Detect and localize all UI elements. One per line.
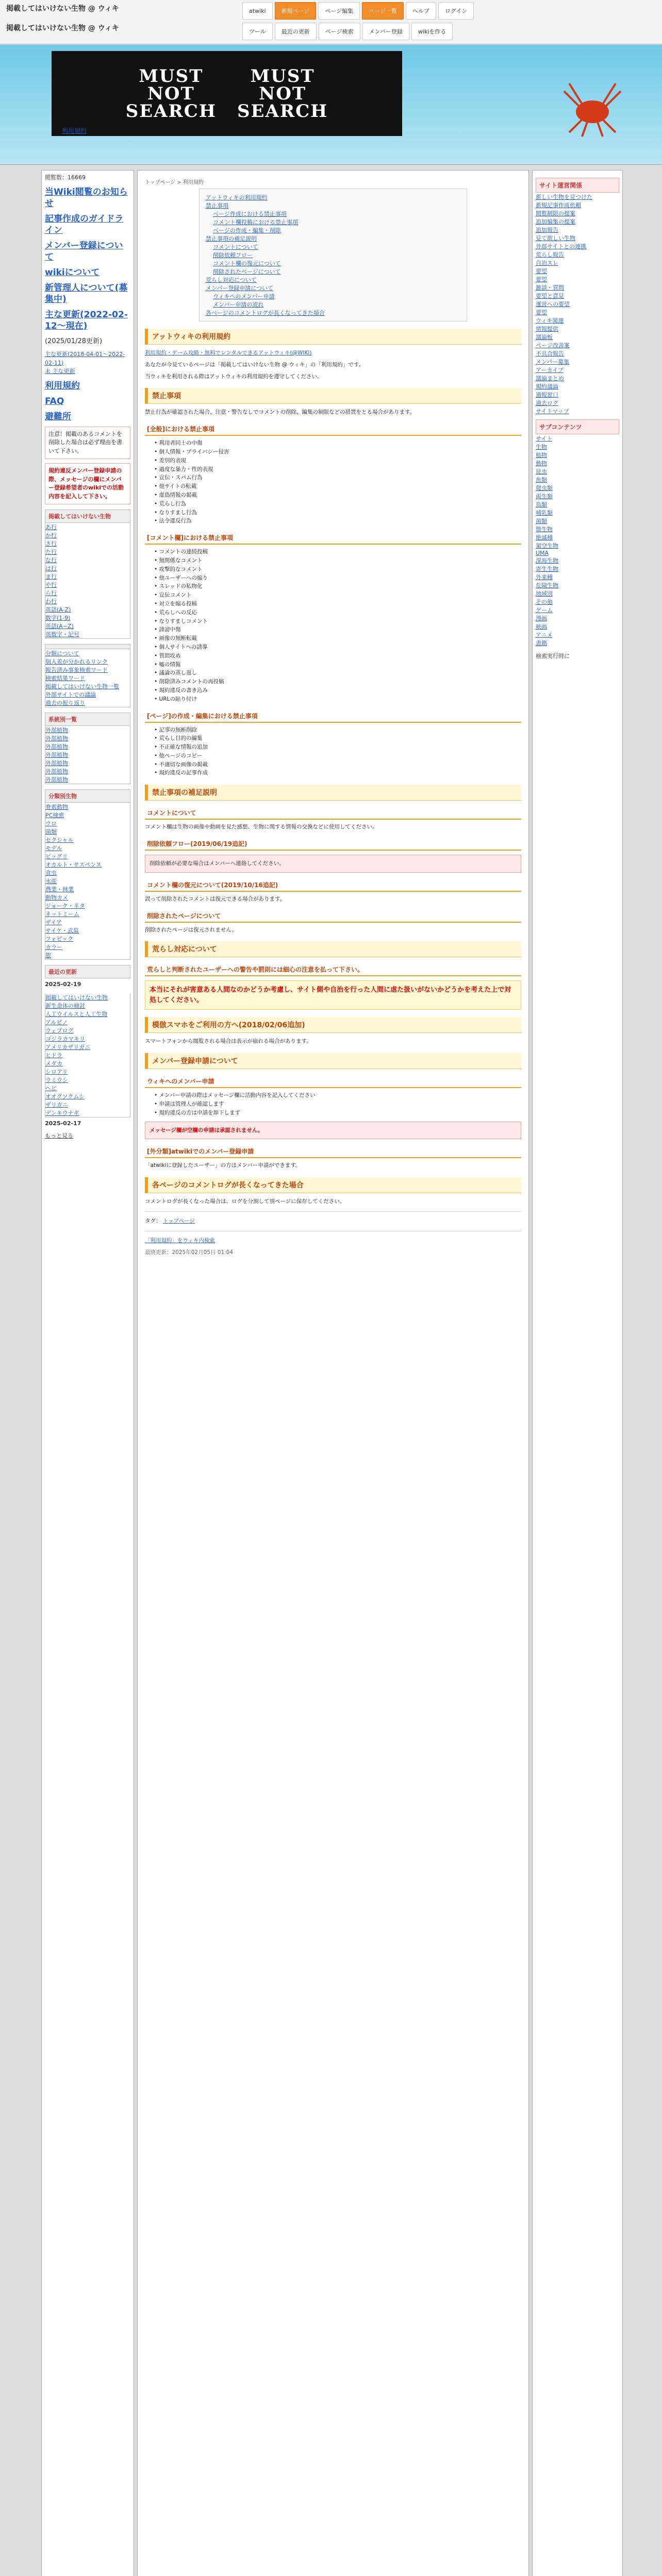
site-logo[interactable]	[52, 51, 402, 136]
right-sidebar	[532, 170, 623, 2576]
search-in-wiki-link[interactable]: 「利用規約」をウィキ内検索	[145, 1237, 215, 1244]
nav-guideline[interactable]: 記事作成のガイドライン	[45, 213, 124, 235]
kana-index-heading: 掲載してはいけない生物	[45, 510, 130, 523]
sub-content-heading: サブコンテンツ	[536, 419, 619, 434]
prohibited-general-list	[145, 439, 521, 526]
sub-content-item[interactable]: 深海生物	[536, 557, 558, 564]
list-item: • 荒らし行為	[154, 500, 521, 509]
toc-item[interactable]: 禁止事項	[206, 202, 228, 209]
sub-content-item[interactable]: 鳥類	[536, 501, 547, 508]
toolbar-row2	[242, 23, 453, 40]
nav-refuge[interactable]: 避難所	[45, 411, 71, 422]
kana-index-item[interactable]: 英語(A~Z)	[45, 623, 74, 630]
toolbar-btn-page-list[interactable]: ページ一覧	[362, 2, 404, 20]
toolbar-btn-search[interactable]: ページ検索	[319, 23, 360, 40]
list-item: • 利用者同士の中傷	[154, 439, 521, 448]
toc-item[interactable]: メンバー登録申請について	[206, 285, 274, 292]
toolbar-btn-recent[interactable]: 最近の更新	[275, 23, 317, 40]
member-red-notice: メッセージ欄が空欄の申請は承認されません。	[145, 1122, 521, 1140]
site-ops-list	[536, 193, 619, 415]
kana-index-item[interactable]: ら行	[45, 590, 57, 597]
list-item: • 画像の無断転載	[154, 634, 521, 643]
sub-links-list	[45, 649, 130, 707]
list-item: • 宣伝コメント	[154, 591, 521, 600]
site-ops-heading: サイト運営関係	[536, 178, 619, 193]
kana-index-item[interactable]: か行	[45, 532, 57, 539]
nav-new-admin[interactable]: 新管理人について(募集中)	[45, 283, 128, 305]
classification-item[interactable]: カラー	[45, 944, 62, 951]
list-item: • コメントの連続投稿	[154, 548, 521, 556]
small-links	[45, 350, 130, 376]
nav-member[interactable]: メンバー登録について	[45, 240, 123, 262]
nav-about-wiki[interactable]: wikiについて	[45, 267, 100, 278]
list-item: • 対立を煽る投稿	[154, 600, 521, 608]
restore-paragraph: 誤って削除されたコメントは復元できる場合があります。	[145, 895, 286, 902]
recent-update-item[interactable]: アルビノ	[45, 1019, 68, 1026]
classification-item[interactable]: 動物カメ	[45, 894, 68, 902]
site-ops-item[interactable]: 要望	[536, 276, 547, 283]
sub-content-item[interactable]: 動物	[536, 460, 547, 467]
category-item[interactable]: 外部植物	[45, 776, 68, 784]
classification-item[interactable]: 農業・林業	[45, 886, 74, 893]
classification-list	[45, 803, 130, 960]
recent-update-item[interactable]: ウェブログ	[45, 1027, 74, 1034]
recent-updates-heading: 最近の更新	[45, 965, 130, 978]
toc-item[interactable]: 荒らし対応について	[206, 277, 257, 283]
tags-label: タグ：	[145, 1218, 161, 1225]
list-item: • 質問攻め	[154, 652, 521, 660]
toolbar-btn-edit[interactable]: ページ編集	[318, 2, 360, 20]
section-troll-title: 荒らし対応について	[145, 941, 521, 957]
delete-flow-heading: 削除依頼フロー(2019/06/19追記)	[145, 838, 521, 851]
list-item: • 無関係なコメント	[154, 556, 521, 565]
member-apply-heading: ウィキへのメンバー申請	[145, 1075, 521, 1088]
troll-warning-heading: 荒らしと判断されたユーザーへの警告や罰則には細心の注意を払って下さい。	[145, 963, 521, 976]
toolbar-row1	[242, 2, 474, 20]
sub-link-item[interactable]: 報告済み事象検索ワード	[45, 667, 108, 674]
toc-item[interactable]: アットウィキの利用規約	[206, 194, 268, 201]
list-item: • 削除済みコメントの再投稿	[154, 677, 521, 686]
sub-content-item[interactable]: 絶滅種	[536, 534, 553, 541]
site-title[interactable]: 掲載してはいけない生物 @ ウィキ	[6, 5, 119, 13]
site-ops-item[interactable]: 追加編集の提案	[536, 218, 575, 225]
sub-content-item[interactable]: 映画	[536, 623, 547, 630]
sub-content-item[interactable]: 爬虫類	[536, 485, 553, 492]
site-ops-item[interactable]: 情報提供	[536, 326, 558, 332]
list-item: • 攻撃的なコメント	[154, 565, 521, 574]
nav-updates-note: (2025/01/28更新)	[45, 337, 103, 345]
log-paragraph: コメントログが長くなった場合は、ログを分割して別ページに保存してください。	[145, 1198, 345, 1205]
list-item: • 過度な暴力・性的表現	[154, 465, 521, 474]
list-item: • URLの貼り付け	[154, 695, 521, 704]
site-ops-item[interactable]: ページ改善案	[536, 342, 570, 349]
sub-content-item[interactable]: 寄生生物	[536, 566, 558, 572]
classification-item[interactable]: 水産	[45, 878, 57, 885]
section-terms-title: アットウィキの利用規約	[145, 329, 521, 345]
kana-index-item[interactable]: ま行	[45, 573, 57, 581]
deleted-pages-paragraph: 削除されたページは復元されません。	[145, 926, 237, 933]
sub-link-item[interactable]: 検索結果ワード	[45, 675, 85, 682]
category-item[interactable]: 外部植物	[45, 735, 68, 742]
sub-content-item[interactable]: 昆虫	[536, 468, 547, 475]
classification-item[interactable]: ネットミーム	[45, 911, 79, 918]
classification-item[interactable]: ザイア	[45, 919, 62, 926]
nav-faq[interactable]: FAQ	[45, 396, 64, 406]
recent-update-item[interactable]: ヒドラ	[45, 1052, 62, 1059]
recent-date-1: 2025-02-19	[45, 981, 81, 988]
site-ops-item[interactable]: 新しい生物を見つけた	[536, 194, 592, 200]
sub-content-item[interactable]: サイト	[536, 435, 553, 442]
logo-text-left: MUST NOT SEARCH	[125, 65, 217, 122]
list-item: • なりすまし行為	[154, 509, 521, 517]
recent-update-item[interactable]: ゴジラカマキリ	[45, 1035, 85, 1042]
section-prohibited-title: 禁止事項	[145, 388, 521, 404]
site-ops-item[interactable]: メンバー募集	[536, 359, 570, 365]
list-item: • メンバー申請の際はメッセージ欄に活動内容を記入してください	[154, 1091, 521, 1100]
comment-heading: コメントについて	[145, 807, 521, 820]
list-item: • スレッドの私物化	[154, 582, 521, 591]
comment-paragraph: コメント欄は生物の画像や動画を見た感想、生物に関する情報の交換などに使用してください。	[145, 824, 378, 831]
sub-links-heading	[45, 644, 130, 649]
classification-item[interactable]: 菌類	[45, 828, 57, 836]
left-sidebar	[41, 170, 134, 2576]
category-list	[45, 726, 130, 784]
classification-item[interactable]: 食虫	[45, 870, 57, 877]
classification-item[interactable]: ウロ	[45, 820, 57, 827]
recent-update-item[interactable]: シロアリ	[45, 1068, 68, 1075]
recent-update-item[interactable]: 人工ウイルスと人工生物	[45, 1010, 108, 1018]
sub-content-item[interactable]: 地域別	[536, 590, 553, 597]
site-ops-item[interactable]: 通報窓口	[536, 392, 558, 398]
prohibited-page-list	[145, 726, 521, 778]
delete-flow-paragraph: 削除依頼が必要な場合はメンバーへ連絡してください。	[145, 855, 521, 873]
troll-warning-text: 本当にそれが害意ある人間なのかどうか考慮し、サイト側や自治を行った人間に虐た扱いがないかどうかを考えた上で対処してください。	[150, 986, 511, 1004]
list-item: • 個人情報・プライバシー侵害	[154, 448, 521, 456]
crab-illustration-icon	[559, 76, 626, 138]
category-heading: 系統別一覧	[45, 713, 130, 726]
kana-index-item[interactable]: 数字(1-9)	[45, 615, 71, 622]
category-item[interactable]: 外部植物	[45, 743, 68, 751]
classification-item[interactable]: モデル	[45, 845, 62, 852]
category-item[interactable]: 外部植物	[45, 752, 68, 759]
classification-item[interactable]: PC検索	[45, 812, 64, 819]
toolbar-btn-tools[interactable]: ツール	[242, 23, 273, 40]
sub-content-item[interactable]: 書籍	[536, 640, 547, 647]
list-item: • 議論の蒸し返し	[154, 669, 521, 677]
list-item: • 規約違反の記事作成	[154, 769, 521, 777]
list-item: • 規約違反の書き込み	[154, 686, 521, 695]
section-member-title: メンバー登録申請について	[145, 1053, 521, 1069]
sub-link-item[interactable]: 掲載してはいけない生物一覧	[45, 683, 119, 690]
classification-item[interactable]: フォビック	[45, 936, 74, 943]
recent-update-item[interactable]: 新生命体の検討	[45, 1002, 85, 1009]
last-updated: 最終更新：2025年02月05日 01:04	[145, 1249, 234, 1256]
site-ops-item[interactable]: 議論板	[536, 334, 553, 341]
site-ops-item[interactable]: 新規記事作成依頼	[536, 202, 581, 209]
breadcrumb: トップページ > 利用規約	[145, 180, 204, 185]
toolbar-btn-atwiki[interactable]: atwiki	[242, 2, 273, 20]
toolbar-btn-register[interactable]: メンバー登録	[362, 23, 409, 40]
category-item[interactable]: 外部植物	[45, 768, 68, 775]
kana-index-item[interactable]: や行	[45, 582, 57, 589]
sub-content-item[interactable]: 微生物	[536, 526, 553, 533]
recent-update-item[interactable]: メダカ	[45, 1060, 62, 1067]
list-item: • 個人サイトへの誘導	[154, 643, 521, 652]
list-item: • 宣伝・スパム行為	[154, 473, 521, 482]
classification-heading: 分類別生物	[45, 789, 130, 803]
sub-content-item[interactable]: 植物	[536, 452, 547, 459]
small-link-old-updates[interactable]: 主な更新(2018-04-01～2022-02-11)	[45, 351, 125, 366]
recent-update-item[interactable]: ウミウシ	[45, 1076, 68, 1083]
site-ops-item[interactable]: 荒らし報告	[536, 251, 564, 258]
sub-link-item[interactable]: 分類について	[45, 650, 79, 657]
prohibited-intro: 禁止行為が確認された場合、注意・警告なしでコメントの削除、編集の制限などの措置をとる場合があります。	[145, 409, 416, 416]
kana-index-item[interactable]: た行	[45, 549, 57, 556]
tag-link[interactable]: トップページ	[162, 1218, 195, 1225]
site-title-secondary[interactable]: 掲載してはいけない生物 @ ウィキ	[6, 24, 119, 32]
toolbar-btn-login[interactable]: ログイン	[438, 2, 474, 20]
terms-paragraph-1: あなたが今見ているページは「掲載してはいけない生物 @ ウィキ」の「利用規約」です。	[145, 361, 364, 368]
classification-item[interactable]: 旅	[45, 952, 51, 959]
sub-link-item[interactable]: 個人差が分かれるリンク	[45, 658, 108, 666]
site-ops-item[interactable]: 要望と意見	[536, 293, 564, 299]
category-item[interactable]: 外部植物	[45, 727, 68, 734]
sub-content-item[interactable]: 漫画	[536, 615, 547, 622]
list-item: • 差別的表現	[154, 456, 521, 465]
toc-item[interactable]: ページ作成における禁止事項	[213, 211, 287, 217]
section-smartphone-title: 模倣スマホをご利用の方へ(2018/02/06追加)	[145, 1017, 521, 1033]
classification-item[interactable]: サイケ・武装	[45, 927, 79, 935]
site-ops-item[interactable]: 過去ログ	[536, 400, 558, 406]
toolbar-btn-new-page[interactable]: 新規ページ	[275, 2, 317, 20]
classification-item[interactable]: オカルト・サスペンス	[45, 861, 102, 869]
kana-index-item[interactable]: わ行	[45, 598, 57, 605]
small-link-updates[interactable]: 未 主な更新	[45, 368, 75, 375]
prohibited-comment-list	[145, 548, 521, 703]
site-ops-item[interactable]: 見て欲しい生物	[536, 235, 575, 242]
list-item: • なりすましコメント	[154, 617, 521, 626]
site-ops-item[interactable]: 自治スレ	[536, 260, 558, 266]
list-item: • 不適切な画像の掲載	[154, 760, 521, 769]
sub-content-item[interactable]: 外来種	[536, 574, 553, 581]
sub-content-item[interactable]: 哺乳類	[536, 510, 553, 516]
toc-item[interactable]: 削除されたページについて	[213, 268, 281, 275]
terms-paragraph-2: 当ウィキを利用される際はアットウィキの利用規約を遵守してください。	[145, 373, 323, 380]
toc-item[interactable]: ウィキへのメンバー申請	[213, 293, 275, 300]
recent-update-item[interactable]: ヘビ	[45, 1084, 57, 1092]
sub-content-item[interactable]: 生物	[536, 444, 547, 450]
nav-updates[interactable]: 主な更新(2022-02-12～現在)	[45, 310, 128, 332]
site-ops-item[interactable]: 外部サイトとの連携	[536, 243, 587, 250]
list-item: • 記事の無断削除	[154, 726, 521, 735]
troll-warning-box	[145, 980, 521, 1010]
prohibited-general-heading: [全般]における禁止事項	[145, 423, 521, 436]
list-item: • 荒らし目的の編集	[154, 734, 521, 743]
list-item: • 法令違反行為	[154, 517, 521, 526]
search-label: 検索実行時に	[536, 653, 570, 659]
site-ops-item[interactable]: アーカイブ	[536, 367, 564, 374]
recent-updates-list	[45, 993, 130, 1117]
sub-link-item[interactable]: 過去の振り返り	[45, 700, 85, 707]
sub-content-item[interactable]: 危険生物	[536, 582, 558, 589]
site-ops-item[interactable]: 不具合報告	[536, 350, 564, 357]
recent-more-link[interactable]: もっと見る	[45, 1132, 73, 1140]
toc-item[interactable]: コメントについて	[213, 244, 258, 250]
table-of-contents	[199, 189, 467, 321]
recent-update-item[interactable]: デンキウナギ	[45, 1109, 79, 1116]
sub-content-item[interactable]: 架空生物	[536, 543, 558, 549]
prohibited-page-heading: [ページ]の作成・編集における禁止事項	[145, 710, 521, 723]
site-ops-item[interactable]: 要望	[536, 268, 547, 275]
kana-index-list	[45, 523, 130, 639]
nav-notice[interactable]: 当Wiki閲覧のお知らせ	[45, 187, 128, 209]
sub-content-item[interactable]: 魚類	[536, 477, 547, 483]
view-count: 閲覧数：16669	[45, 174, 86, 181]
classification-item[interactable]: ビッグリ	[45, 853, 68, 860]
list-item: • 虚偽情報の掲載	[154, 491, 521, 500]
kana-index-item[interactable]: あ行	[45, 524, 57, 531]
toc-item[interactable]: メンバー申請の流れ	[213, 301, 264, 308]
site-ops-item[interactable]: 雑談・質問	[536, 284, 564, 291]
nav-terms[interactable]: 利用規約	[45, 380, 80, 391]
delete-notice: 注意！掲載のあるコメントを削除した場合は必ず理由を書いて下さい。	[45, 427, 130, 460]
sub-content-item[interactable]: アニメ	[536, 632, 553, 638]
site-header	[0, 45, 662, 165]
smartphone-paragraph: スマートフォンから閲覧される場合は表示が崩れる場合があります。	[145, 1038, 312, 1045]
kana-index-item[interactable]: さ行	[45, 540, 57, 548]
site-ops-item[interactable]: 議論まとめ	[536, 375, 564, 382]
toc-item[interactable]: 各ページのコメントログが長くなってきた場合	[206, 310, 325, 316]
header-terms-link[interactable]: 利用規約	[62, 127, 87, 134]
recent-update-item[interactable]: アメリカザリガニ	[45, 1043, 91, 1050]
site-ops-item[interactable]: ウィキ関連	[536, 317, 564, 324]
deleted-pages-heading: 削除されたページについて	[145, 910, 521, 923]
classification-item[interactable]: 脊索動物	[45, 804, 68, 811]
kana-index-item[interactable]: 英数字・記号	[45, 631, 79, 638]
member-atwiki-heading: [外分類]atwikiでのメンバー登録申請	[145, 1145, 521, 1158]
kana-index-item[interactable]: は行	[45, 565, 57, 572]
tags-row	[145, 1217, 521, 1226]
sub-content-item[interactable]: 両生類	[536, 493, 553, 500]
section-log-title: 各ページのコメントログが長くなってきた場合	[145, 1177, 521, 1193]
list-item: • 不正確な情報の追加	[154, 743, 521, 752]
sub-link-item[interactable]: 外部サイトでの議論	[45, 691, 96, 699]
toolbar-btn-help[interactable]: ヘルプ	[406, 2, 436, 20]
kana-index-item[interactable]: な行	[45, 557, 57, 564]
prohibited-comment-heading: [コメント欄]における禁止事項	[145, 532, 521, 545]
list-item: • 他ユーザーへの煽り	[154, 574, 521, 583]
list-item: • 荒らしへの反応	[154, 608, 521, 617]
site-ops-item[interactable]: 要望	[536, 309, 547, 316]
site-ops-item[interactable]: 追加報告	[536, 227, 558, 233]
sub-content-item[interactable]: 菌類	[536, 518, 547, 524]
list-item: • 規約違反の方は申請を却下します	[154, 1109, 521, 1117]
member-atwiki-paragraph: 「atwikiに登録したユーザー」の方はメンバー申請ができます。	[145, 1162, 301, 1169]
recent-date-2: 2025-02-17	[45, 1120, 81, 1127]
member-apply-list	[145, 1091, 521, 1117]
recent-update-item[interactable]: ザリガニ	[45, 1101, 68, 1108]
toc-item[interactable]: 禁止事項の補足説明	[206, 235, 257, 242]
classification-item[interactable]: セクシャル	[45, 837, 74, 844]
classification-item[interactable]: ジョーク・ネタ	[45, 903, 85, 910]
toc-item[interactable]: コメント欄投稿における禁止事項	[213, 219, 298, 226]
list-item: • 他ページのコピー	[154, 752, 521, 760]
sub-content-item[interactable]: UMA	[536, 550, 549, 556]
category-item[interactable]: 外部植物	[45, 760, 68, 767]
logo-text-right: MUST NOT SEARCH	[237, 65, 328, 122]
terms-external-link[interactable]: 利用規約・ゲーム攻略・無料でレンタルできるアットウィキ(@WIKI)	[145, 350, 312, 356]
site-ops-item[interactable]: 閲覧制限の提案	[536, 210, 575, 217]
site-ops-item[interactable]: 規約議論	[536, 383, 558, 390]
sub-content-item[interactable]: ゲーム	[536, 607, 553, 614]
section-supplement-title: 禁止事項の補足説明	[145, 785, 521, 801]
main-content	[137, 170, 529, 2576]
list-item: • 誹謗中傷	[154, 625, 521, 634]
toolbar-btn-make-wiki[interactable]: wikiを作る	[411, 23, 453, 40]
list-item: • 他サイトの転載	[154, 482, 521, 491]
top-toolbar	[0, 0, 662, 44]
recent-update-item[interactable]: オオグソクムシ	[45, 1093, 85, 1100]
recent-update-item[interactable]: 掲載してはいけない生物	[45, 994, 108, 1001]
list-item: • 嘘の情報	[154, 660, 521, 669]
restore-heading: コメント欄の復元について(2019/10/16追記)	[145, 879, 521, 892]
kana-index-item[interactable]: 英語(A-Z)	[45, 606, 71, 614]
site-ops-item[interactable]: 運営への要望	[536, 301, 570, 308]
toc-item[interactable]: コメント欄の復元について	[213, 260, 281, 267]
toc-item[interactable]: 削除依頼フロー	[213, 252, 253, 259]
toc-item[interactable]: ページの作成・編集・削除	[213, 227, 281, 234]
sub-content-list	[536, 434, 619, 647]
member-notice: 規約違反メンバー登録申請の際、メッセージの欄にメンバー登録希望者のwikiでの活動内容を記入して下さい。	[45, 463, 130, 504]
site-ops-item[interactable]: サイトマップ	[536, 408, 569, 415]
list-item: • 申請は管理人が確認します	[154, 1100, 521, 1109]
sub-content-item[interactable]: その他	[536, 599, 553, 605]
